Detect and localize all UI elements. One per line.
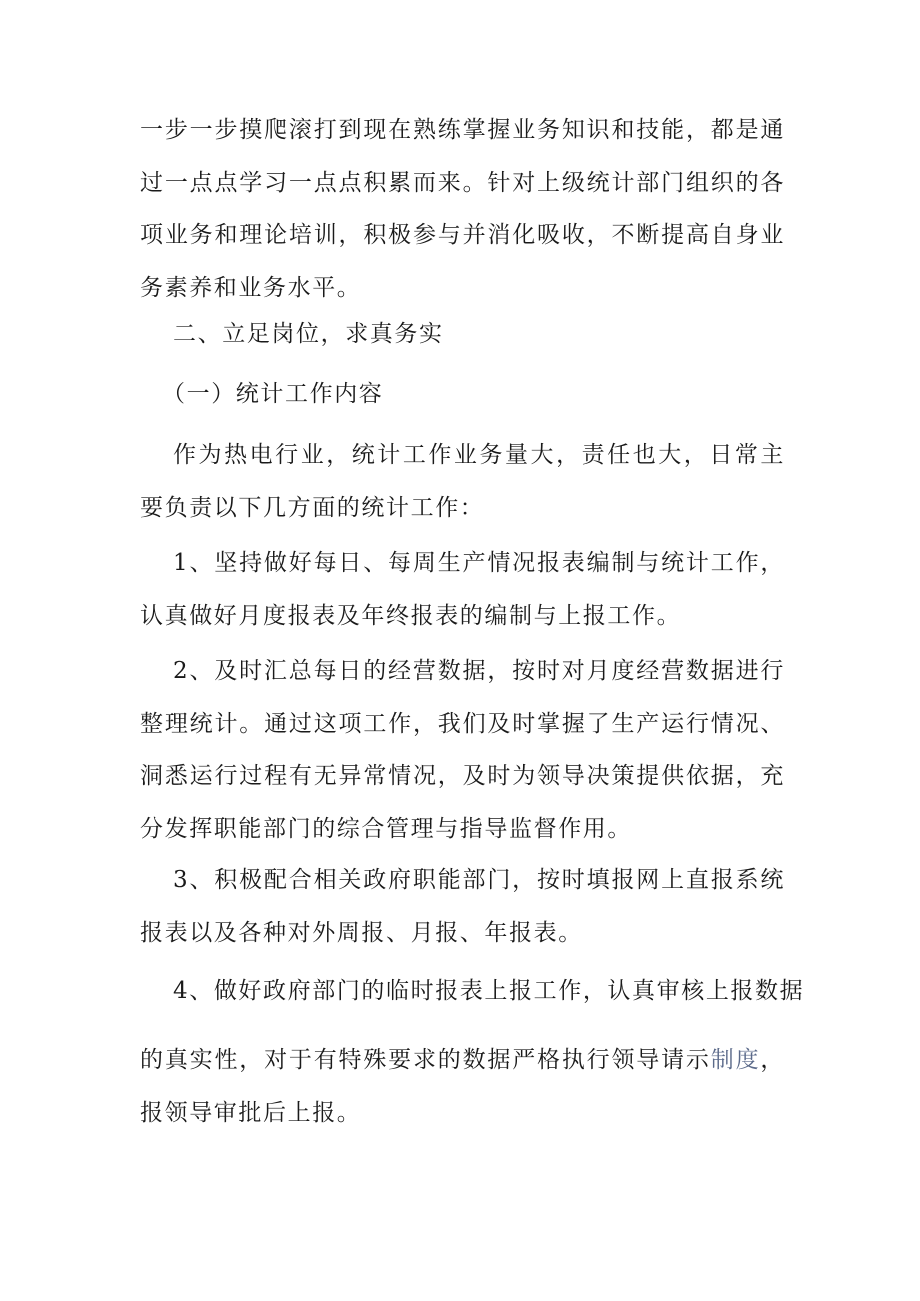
- list-item-4-text-a: 的真实性，对于有特殊要求的数据严格执行领导请示: [140, 1047, 711, 1073]
- list-item-4-continuation: [140, 1034, 785, 1139]
- section-heading-2: 二、立足岗位，求真务实: [173, 321, 444, 347]
- list-item-2: 2、及时汇总每日的经营数据，按时对月度经营数据进行整理统计。通过这项工作，我们及时掌握了生产运行情况、洞悉运行过程有无异常情况，及时为领导决策提供依据，充分发挥职能部门的综合管理与指导监督作用。: [140, 658, 785, 842]
- list-item-4-text-b: ，报领导审批后上报。: [140, 1047, 785, 1126]
- paragraph-study-accumulation: 一步一步摸爬滚打到现在熟练掌握业务知识和技能，都是通过一点点学习一点点积累而来。针对上级统计部门组织的各项业务和理论培训，积极参与并消化吸收，不断提高自身业务素养和业务水平。: [140, 117, 785, 301]
- list-item-1: 1、坚持做好每日、每周生产情况报表编制与统计工作，认真做好月度报表及年终报表的编制与上报工作。: [140, 550, 785, 629]
- paragraph-work-intro: 作为热电行业，统计工作业务量大，责任也大，日常主要负责以下几方面的统计工作：: [140, 442, 785, 521]
- policy-link[interactable]: 制度: [710, 1047, 761, 1073]
- list-item-4-first-line: 4、做好政府部门的临时报表上报工作，认真审核上报数据: [173, 978, 805, 1004]
- subsection-heading-1: （一）统计工作内容: [162, 381, 384, 407]
- list-item-3: 3、积极配合相关政府职能部门，按时填报网上直报系统报表以及各种对外周报、月报、年报表。: [140, 867, 785, 946]
